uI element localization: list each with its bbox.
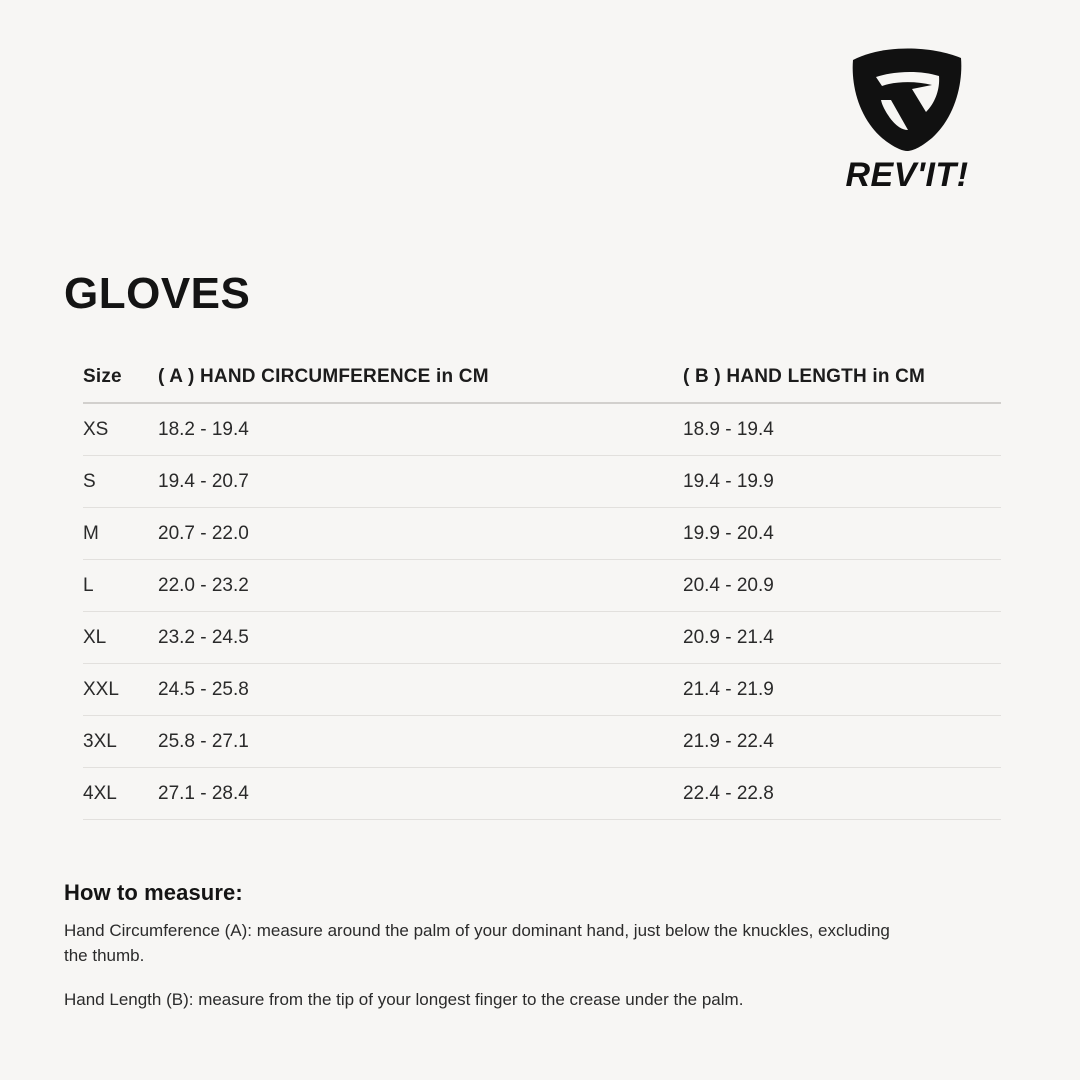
table-header	[83, 366, 1001, 403]
brand-name: REV'IT!	[845, 156, 969, 194]
cell-size: M	[83, 508, 158, 560]
table-header-row	[83, 366, 1001, 403]
column-header-hand-circumference: ( A ) HAND CIRCUMFERENCE in CM	[158, 366, 683, 403]
cell-hand-circumference: 19.4 - 20.7	[158, 456, 683, 508]
table-row	[83, 664, 1001, 716]
column-header-hand-length: ( B ) HAND LENGTH in CM	[683, 366, 1001, 403]
table-row	[83, 768, 1001, 820]
cell-hand-length: 20.4 - 20.9	[683, 560, 1001, 612]
cell-size: 4XL	[83, 768, 158, 820]
how-to-measure-length-text: Hand Length (B): measure from the tip of your longest finger to the crease under the palm.	[64, 990, 744, 1010]
cell-hand-circumference: 23.2 - 24.5	[158, 612, 683, 664]
cell-hand-circumference: 24.5 - 25.8	[158, 664, 683, 716]
cell-hand-circumference: 22.0 - 23.2	[158, 560, 683, 612]
cell-hand-length: 21.9 - 22.4	[683, 716, 1001, 768]
cell-hand-length: 18.9 - 19.4	[683, 403, 1001, 456]
cell-hand-length: 21.4 - 21.9	[683, 664, 1001, 716]
cell-hand-circumference: 18.2 - 19.4	[158, 403, 683, 456]
column-header-size: Size	[83, 366, 158, 403]
size-table-container	[83, 366, 1001, 820]
table-row	[83, 612, 1001, 664]
table-row	[83, 560, 1001, 612]
page-title: GLOVES	[64, 269, 251, 319]
cell-hand-circumference: 27.1 - 28.4	[158, 768, 683, 820]
table-row	[83, 456, 1001, 508]
cell-hand-length: 19.9 - 20.4	[683, 508, 1001, 560]
table-row	[83, 508, 1001, 560]
cell-hand-circumference: 25.8 - 27.1	[158, 716, 683, 768]
cell-size: XL	[83, 612, 158, 664]
cell-size: S	[83, 456, 158, 508]
table-row	[83, 403, 1001, 456]
how-to-measure-title: How to measure:	[64, 880, 243, 905]
cell-hand-length: 20.9 - 21.4	[683, 612, 1001, 664]
how-to-measure-section	[64, 880, 1004, 1013]
cell-size: 3XL	[83, 716, 158, 768]
cell-size: XXL	[83, 664, 158, 716]
cell-size: L	[83, 560, 158, 612]
size-table	[83, 366, 1001, 820]
table-row	[83, 716, 1001, 768]
how-to-measure-circumference-text: Hand Circumference (A): measure around the palm of your dominant hand, just below the knuckles, excluding the thumb.	[64, 921, 890, 965]
table-body	[83, 403, 1001, 820]
cell-size: XS	[83, 403, 158, 456]
brand-block	[812, 44, 1002, 192]
cell-hand-length: 22.4 - 22.8	[683, 768, 1001, 820]
cell-hand-circumference: 20.7 - 22.0	[158, 508, 683, 560]
cell-hand-length: 19.4 - 19.9	[683, 456, 1001, 508]
revit-shield-icon	[846, 44, 968, 152]
